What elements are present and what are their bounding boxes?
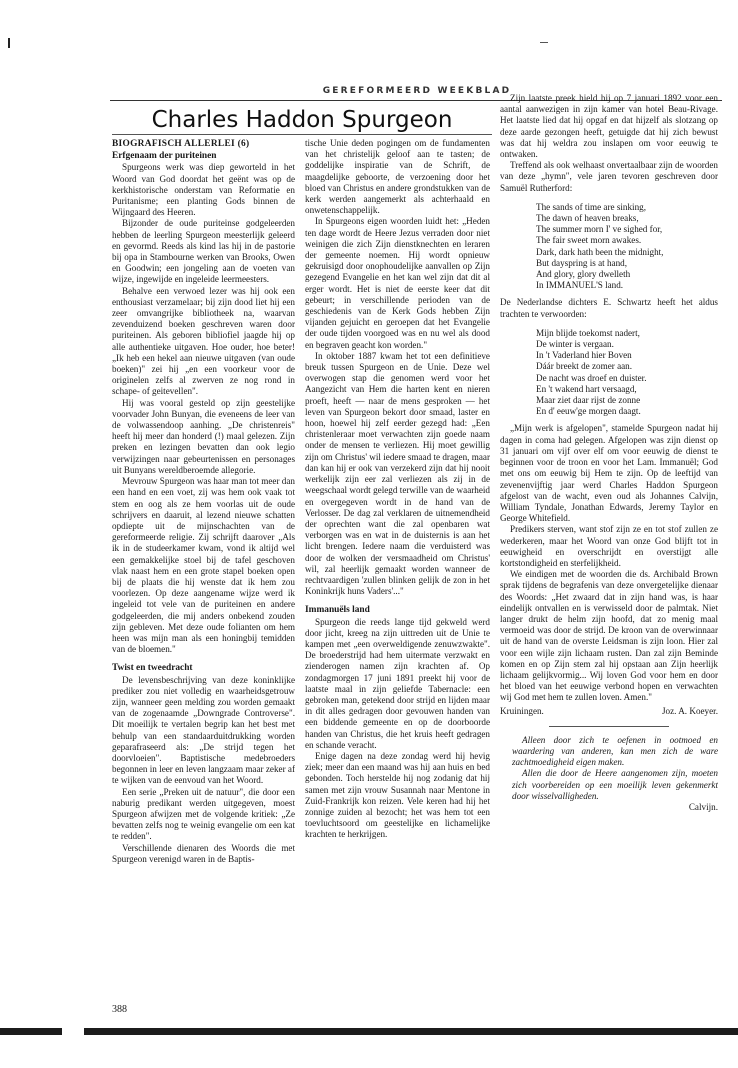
poem-dutch bbox=[536, 328, 718, 418]
signature-place: Kruiningen. bbox=[500, 705, 544, 716]
poem-line: In 't Vaderland hier Boven bbox=[536, 350, 632, 361]
section-heading-immanuel: Immanuëls land bbox=[305, 605, 370, 616]
closing-paragraph: Alleen door zich te oefenen in ootmoed en waardering van anderen, kan men zich de ware zachtmoedigheid eigen maken. bbox=[512, 734, 718, 768]
article-subtitle: BIOGRAFISCH ALLERLEI (6) bbox=[112, 139, 250, 149]
section-heading-erfgenaam: Erfgenaam der puriteinen bbox=[112, 151, 217, 162]
poem-line: Mijn blijde toekomst nadert, bbox=[536, 327, 640, 338]
poem-line: De winter is vergaan. bbox=[536, 339, 614, 350]
article-title: Charles Haddon Spurgeon bbox=[151, 107, 453, 133]
closing-paragraph: Allen die door de Heere aangenomen zijn, moeten zich voorbereiden op een moeilijk leven gekenmerkt door wisselvalligheden. bbox=[512, 768, 718, 801]
paragraph: Hij was vooral gesteld op zijn geestelijke voorvader John Bunyan, die eveneens de leer van de volwassendoop aanhing. „De christenreis" heeft hij meer dan honderd (!) maal gelezen. Zijn preken en lezingen bevatten dan ook legio verwijzingen naar gebeurtenissen en personages uit Bunyans wereldberoemde allegorie. bbox=[112, 397, 295, 475]
poem-line: And glory, glory dwelleth bbox=[536, 269, 631, 280]
closing-author: Calvijn. bbox=[688, 801, 718, 812]
poem-line: De nacht was droef en duister. bbox=[536, 372, 647, 383]
masthead: GEREFORMEERD WEEKBLAD bbox=[322, 86, 512, 96]
paragraph: Spurgeons werk was diep geworteld in het Woord van God doordat het geënt was op de kerkhistorische onderstam van Reformatie en Puritanisme; een planting Gods binnen de Wijngaard des Heeren. bbox=[112, 162, 295, 218]
poem-line: The fair sweet morn awakes. bbox=[536, 235, 642, 246]
paragraph: De Nederlandse dichters E. Schwartz heeft het aldus trachten te verwoorden: bbox=[500, 297, 718, 319]
poem-line: Dáár breekt de zomer aan. bbox=[536, 361, 633, 372]
scan-edge-mark bbox=[8, 38, 10, 48]
page-number: 388 bbox=[112, 1004, 127, 1015]
paragraph: Enige dagen na deze zondag werd hij hevig ziek; meer dan een maand was hij aan huis en bed gebonden. Toch herstelde hij nog zodanig dat hij samen met zijn vrouw Susannah naar Mentone in Zuid-Frankrijk kon reizen. Vele keren had hij het zonnige zuiden al bezocht; het was hem tot een toevluchtsoord om geestelijke en lichamelijke krachten te herkrijgen. bbox=[305, 750, 490, 840]
paragraph: Bijzonder de oude puriteinse godgeleerden hebben de leerling Spurgeon meesterlijk geleerd en gevormd. Reeds als kind las hij in de pastorie bij opa in Stambourne werken van Brooks, Owen en Goodwin; een jongeling aan de voeten van wijze, ingewijde en ingeleide leermeesters. bbox=[112, 218, 295, 285]
signature-author: Joz. A. Koeyer. bbox=[661, 705, 718, 716]
poem-line: But dayspring is at hand, bbox=[536, 257, 627, 268]
poem-line: The sands of time are sinking, bbox=[536, 201, 646, 212]
paragraph: We eindigen met de woorden die ds. Archibald Brown sprak tijdens de begrafenis van deze onvergetelijke dienaar des Woords: „Het zwaard dat in zijn hand was, is haar eindelijk ontvallen en is verwisseld door de palmtak. Niet langer drukt de helm zijn hoofd, dat zo menig maal vermoeid was door de strijd. De kroon van de overwinnaar uit de hand van de overste Leidsman is zijn loon. Hier zal voor een wijle zijn lichaam rusten. Dan zal zijn Beminde komen en op Zijn stem zal hij opstaan aan Zijn heerlijk lichaam gelijkvormig... Wij loven God voor hem en door het bloed van het eeuwige verbond hopen en verwachten wij God met hem te zullen loven. Amen." bbox=[500, 569, 718, 703]
poem-line: En d' eeuw'ge morgen daagt. bbox=[536, 406, 641, 417]
section-heading-twist: Twist en tweedracht bbox=[112, 663, 193, 674]
column-1 bbox=[112, 138, 295, 865]
paragraph: Zijn laatste preek hield hij op 7 januari 1892 voor een aantal aanwezigen in zijn kamer van hotel Beau-Rivage. Het laatste lied dat hij opgaf en dat hijzelf als slotzang op deze aarde gezongen heeft, getuigde dat hij zich bewust was dat hij weldra zou inslapen om voor eeuwig te ontwaken. bbox=[500, 93, 718, 160]
poem-line: The dawn of heaven breaks, bbox=[536, 213, 639, 224]
scan-tick-mark bbox=[540, 42, 548, 43]
poem-line: In IMMANUEL'S land. bbox=[536, 280, 624, 291]
poem-line: En 't wakend hart versaagd, bbox=[536, 383, 637, 394]
paragraph: Behalve een verwoed lezer was hij ook een enthousiast verzamelaar; bij zijn dood liet hij een zeer omvangrijke bibliotheek na, waarvan zevenduizend boeken geschreven waren door puriteinen. Als geboren bibliofiel jaagde hij op alle authentieke uitgaven. Hoe ouder, hoe beter! „Ik heb een hekel aan nieuwe uitgaven (van oude boeken)" zei hij „en een voorkeur voor de originelen zelfs al zwerven ze nog rond in schape- of geitevellen". bbox=[112, 285, 295, 397]
closing-rule bbox=[549, 726, 669, 727]
poem-english bbox=[536, 202, 718, 292]
paragraph: Spurgeon die reeds lange tijd gekweld werd door jicht, kreeg na zijn uittreden uit de Unie te kampen met „een overweldigende zenuwzwakte". De broederstrijd had hem uitermate verzwakt en zienderogen namen zijn krachten af. Op zondagmorgen 17 juni 1891 preekt hij voor de laatste maal in zijn geliefde Tabernacle: een gebroken man, getekend door strijd en lijden maar in dit alles gedragen door gevouwen handen van een biddende gemeente en op de doorboorde handen van Christus, die het kruis heeft gedragen en schande veracht. bbox=[305, 616, 490, 750]
poem-line: Maar ziet daar rijst de zonne bbox=[536, 395, 641, 406]
paragraph: tische Unie deden pogingen om de fundamenten van het christelijk geloof aan te tasten; de goddelijke inspiratie van de Schrift, de maagdelijke geboorte, de verzoening door het bloed van Christus en andere grondstukken van de kerk werden aangemerkt als achterhaald en onwetenschappelijk. bbox=[305, 138, 490, 216]
paragraph: Predikers sterven, want stof zijn ze en tot stof zullen ze wederkeren, maar het Woord van onze God blijft tot in eeuwigheid en overschrijdt en overstijgt alle kortstondigheid en sterfelijkheid. bbox=[500, 524, 718, 568]
paragraph: In oktober 1887 kwam het tot een definitieve breuk tussen Spurgeon en de Unie. Deze wel overwogen stap die genomen werd voor het Aangezicht van Hem die harten kent en nieren proeft, heeft — naar de mens gesproken — het leven van Spurgeon bekort door smaad, laster en hoon, hoewel hij zelf eerder gezegd had: „Een christenleraar moet verwachten zijn goede naam onder de mensen te verliezen. Hij moet gewillig zijn om Christus' wil iedere smaad te dragen, maar dan kan hij er ook van verzekerd zijn dat hij nooit werkelijk zijn eer zal verliezen als zij in de weegschaal wordt gelegd terwille van de waarheid en overgegeven wordt in de hand van de Verlosser. De dag zal verklaren de uitnemendheid der oprechten want die zal openbaren wat verborgen was en wat in de duisternis is aan het licht brengen. Iedere naam die verduisterd was door de wolken der versmaadheid om Christus' wil, zal heerlijk gemaakt worden wanneer de rechtvaardigen 'zullen blinken gelijk de zon in het Koninkrijk huns Vaders'..." bbox=[305, 350, 490, 597]
poem-line: Dark, dark hath been the midnight, bbox=[536, 246, 664, 257]
scan-bottom-bar bbox=[0, 1028, 738, 1035]
paragraph: Treffend als ook welhaast onvertaalbaar zijn de woorden van deze „hymn", vele jaren tevoren geschreven door Samuël Rutherford: bbox=[500, 160, 718, 193]
paragraph: In Spurgeons eigen woorden luidt het: „Heden ten dage wordt de Heere Jezus verraden door niet weinigen die zich Zijn dienstknechten en leraren der gemeente noemen. Hij wordt opnieuw gekruisigd door onophoudelijke aanvallen op Zijn gezegend Evangelie en het kan wel zijn dat dit al erger wordt. Het is niet de eerste keer dat dit gebeurt; in verschillende perioden van de geschiedenis van de Kerk Gods hebben Zijn vijanden gejuicht en geroepen dat het Evangelie der oude tijden voorgoed was en nu wel als dood en begraven geacht kon worden." bbox=[305, 216, 490, 350]
paragraph: „Mijn werk is afgelopen", stamelde Spurgeon nadat hij dagen in coma had gelegen. Afgelopen was zijn dienst op 31 januari om vijf over elf om voor eeuwig de dienst te beginnen voor de troon en voor het Lam. Immanuël; God met ons om eeuwig bij Hem te zijn. Op de leeftijd van zevenenvijftig jaar werd Charles Haddon Spurgeon afgelost van de wacht, even oud als Johannes Calvijn, William Tyndale, Jonathan Edwards, Jeremy Taylor en George Whitefield. bbox=[500, 423, 718, 524]
column-2 bbox=[305, 138, 490, 841]
closing-quote bbox=[512, 735, 718, 813]
column-3 bbox=[500, 93, 718, 813]
paragraph: Mevrouw Spurgeon was haar man tot meer dan een hand en een voet, zij was hem ook vaak tot stem en oog als ze hem voorlas uit de oude schrijvers en daaruit, al lezend nieuwe schatten opdiepte uit de mijnschachten van de gereformeerde religie. Zij schrijft daarover „Als ik in de studeerkamer kwam, vond ik altijd wel een gemakkelijke stoel bij de tafel geschoven vlak naast hem en een grote stapel boeken open bij de plaats die hij wenste dat ik hem zou voorlezen. Op deze aangename wijze werd ik ingeleid tot vele van de puriteinen en andere godgeleerden, die mij anders onbekend zouden zijn gebleven. Met deze oude folianten om hem heen was mijn man als een honingbij temidden van de bloemen." bbox=[112, 476, 295, 655]
signature-line bbox=[500, 706, 718, 717]
paragraph: Een serie „Preken uit de natuur", die door een naburig predikant werden uitgegeven, moest Spurgeon afwijzen met de volgende kritiek: „Ze bevatten zelfs nog te weinig evangelie om een kat te redden". bbox=[112, 786, 295, 842]
poem-line: The summer morn I' ve sighed for, bbox=[536, 224, 663, 235]
title-rule bbox=[112, 134, 492, 135]
paragraph: De levensbeschrijving van deze koninklijke prediker zou niet volledig en waarheidsgetrouw zijn, wanneer geen melding zou worden gemaakt van de zogenaamde „Downgrade Controverse". Dit moeilijk te vertalen begrip kan het best met behulp van een standaarduitdrukking worden geparafraseerd als: „De strijd tegen het doorvloeien". Baptistische medebroeders begonnen in leer en leven langzaam maar zeker af te wijken van de eenvoud van het Woord. bbox=[112, 674, 295, 786]
scan-bottom-bar-gap bbox=[62, 1028, 84, 1035]
paragraph: Verschillende dienaren des Woords die met Spurgeon verenigd waren in de Baptis- bbox=[112, 842, 295, 864]
